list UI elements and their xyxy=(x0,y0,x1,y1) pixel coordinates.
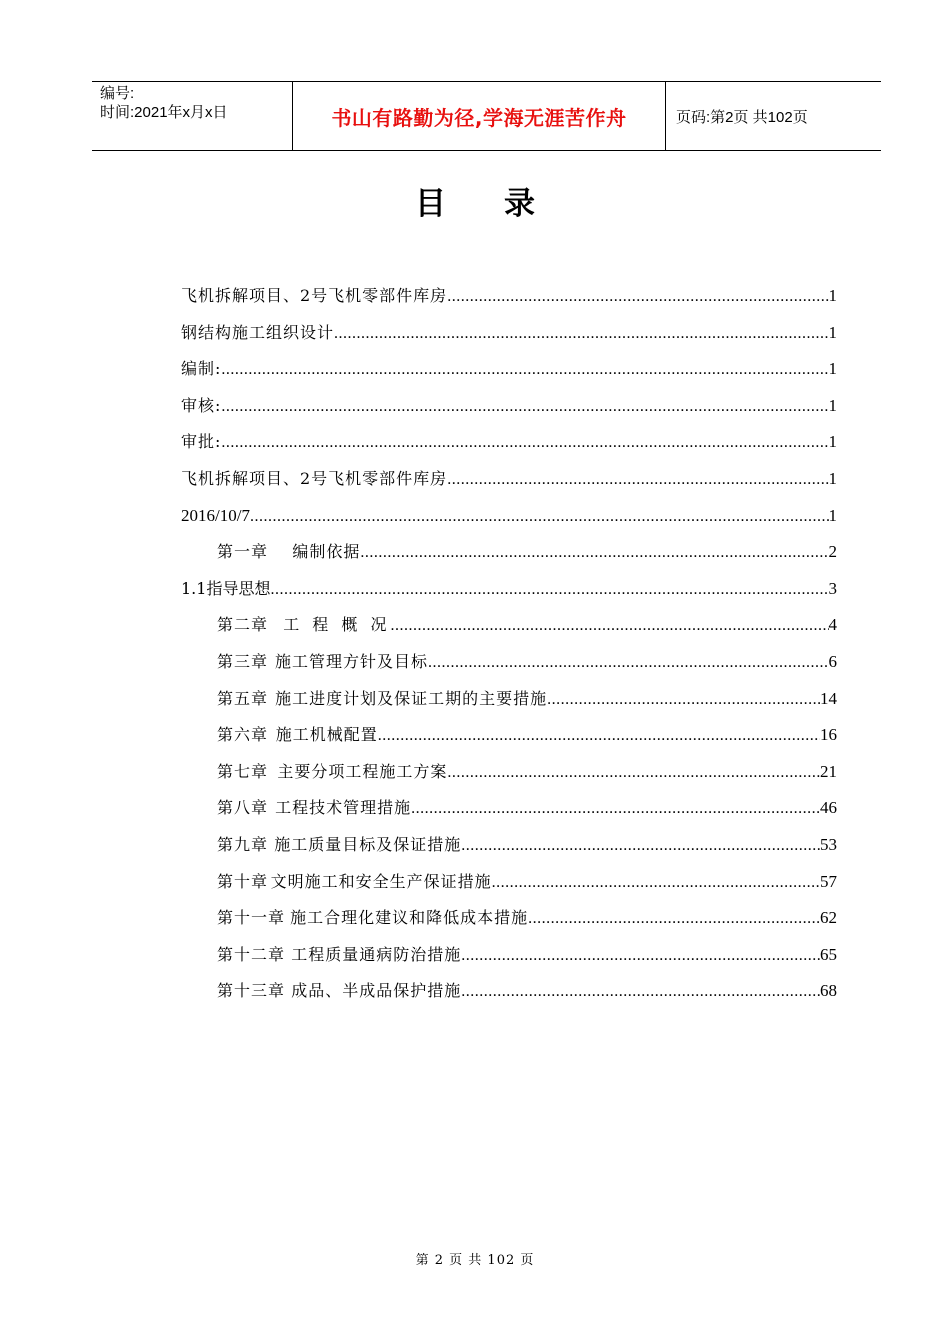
toc-entry-label: 编制: xyxy=(181,359,222,379)
toc-leader-dots xyxy=(250,503,829,531)
toc-leader-dots xyxy=(378,722,820,750)
toc-entry-page: 21 xyxy=(820,761,837,781)
toc-entry-page: 16 xyxy=(820,725,837,745)
toc-entry[interactable] xyxy=(181,465,837,494)
toc-entry-page: 1 xyxy=(828,469,837,488)
toc-entry-label: 主要分项工程施工方案 xyxy=(277,761,448,781)
toc-entry[interactable] xyxy=(217,977,837,1006)
toc-entry-chapter: 第六章 xyxy=(217,725,269,745)
toc-entry-chapter: 第五章 xyxy=(217,688,269,708)
toc-entry-page: 3 xyxy=(828,578,837,598)
toc-entry-page: 65 xyxy=(820,944,837,964)
toc-leader-dots xyxy=(492,869,820,897)
toc-entry-label: 文明施工和安全生产保证措施 xyxy=(270,871,492,891)
toc-entry-chapter: 第九章 xyxy=(217,835,269,854)
toc-entry[interactable] xyxy=(217,941,837,970)
toc-entry-page: 1 xyxy=(828,505,837,525)
toc-entry-label: 工 程 概 况 xyxy=(283,615,391,635)
toc-entry-page: 1 xyxy=(828,359,837,379)
document-time-label: 时间:2021年x月x日 xyxy=(100,104,228,121)
toc-leader-dots xyxy=(528,905,820,933)
toc-entry[interactable] xyxy=(181,428,837,457)
toc-entry-page: 57 xyxy=(820,871,837,891)
page-footer: 第 2 页 共 102 页 xyxy=(415,1253,535,1268)
toc-leader-dots xyxy=(411,795,820,823)
toc-entry-label: 飞机拆解项目、2号飞机零部件库房 xyxy=(181,469,448,488)
toc-leader-dots xyxy=(221,429,828,457)
toc-leader-dots xyxy=(447,759,820,787)
toc-entry-label: 工程质量通病防治措施 xyxy=(291,944,462,964)
toc-title-part: 录 xyxy=(504,186,535,222)
toc-leader-dots xyxy=(270,576,828,604)
toc-entry[interactable] xyxy=(181,502,837,531)
toc-entry[interactable] xyxy=(217,904,837,933)
toc-leader-dots xyxy=(447,283,828,311)
header-divider xyxy=(665,82,666,150)
toc-entry-page: 4 xyxy=(828,615,837,635)
toc-entry-chapter: 第十三章 xyxy=(217,981,286,1001)
toc-leader-dots xyxy=(547,686,820,714)
toc-entry[interactable] xyxy=(217,648,837,677)
toc-entry[interactable] xyxy=(181,392,837,421)
toc-title xyxy=(0,182,950,226)
toc-entry-label: 施工进度计划及保证工期的主要措施 xyxy=(275,688,548,708)
toc-leader-dots xyxy=(461,832,820,860)
toc-leader-dots xyxy=(461,942,820,970)
toc-entry-label: 成品、半成品保护措施 xyxy=(291,981,462,1001)
toc-entry[interactable] xyxy=(217,538,837,567)
toc-entry-chapter: 第十章 xyxy=(217,871,269,891)
toc-entry[interactable] xyxy=(181,282,837,311)
toc-entry[interactable] xyxy=(217,794,837,823)
toc-entry-page: 1 xyxy=(828,286,837,305)
toc-entry[interactable] xyxy=(217,721,837,750)
toc-entry-page: 1 xyxy=(828,322,837,342)
document-header xyxy=(92,81,881,151)
toc-entry-page: 6 xyxy=(828,652,837,671)
header-page-label: 页码:第2页 共102页 xyxy=(676,108,808,126)
toc-leader-dots xyxy=(390,612,828,640)
toc-entry-label: 施工管理方针及目标 xyxy=(274,652,428,671)
header-meta xyxy=(100,84,290,122)
toc-entry-label: 钢结构施工组织设计 xyxy=(181,322,335,342)
toc-entry-label: 工程技术管理措施 xyxy=(275,798,412,818)
toc-entry[interactable] xyxy=(217,611,837,640)
toc-leader-dots xyxy=(221,393,828,421)
toc-entry-chapter: 第二章 xyxy=(217,615,269,635)
toc-leader-dots xyxy=(221,356,828,384)
toc-entry-page: 2 xyxy=(828,542,837,562)
toc-leader-dots xyxy=(447,466,828,494)
toc-entry-page: 1 xyxy=(828,432,837,452)
toc-entry-page: 1 xyxy=(828,395,837,415)
toc-title-part: 目 xyxy=(415,186,446,222)
toc-entry-label: 审核: xyxy=(181,395,222,415)
toc-entry-label: 施工合理化建议和降低成本措施 xyxy=(290,908,529,928)
toc-entry[interactable] xyxy=(181,575,837,604)
toc-entry[interactable] xyxy=(181,355,837,384)
toc-entry-chapter: 第十一章 xyxy=(217,908,286,928)
toc-leader-dots xyxy=(428,649,829,677)
toc-entry-page: 68 xyxy=(820,981,837,1001)
toc-entry[interactable] xyxy=(217,758,837,787)
toc-entry[interactable] xyxy=(217,831,837,860)
toc-entry-page: 14 xyxy=(820,688,837,708)
toc-entry-page: 46 xyxy=(820,798,837,818)
header-motto: 书山有路勤为径,学海无涯苦作舟 xyxy=(331,105,627,130)
toc-leader-dots xyxy=(360,539,828,567)
toc-entry-chapter: 第十二章 xyxy=(217,944,286,964)
toc-entry-label: 1.1指导思想 xyxy=(181,578,271,598)
toc-entry-chapter: 第三章 xyxy=(217,652,269,671)
document-number-label: 编号: xyxy=(100,85,135,102)
toc-entry[interactable] xyxy=(181,319,837,348)
toc-entry[interactable] xyxy=(217,685,837,714)
toc-entry-chapter: 第八章 xyxy=(217,798,269,818)
toc-entry-label: 编制依据 xyxy=(292,542,361,562)
toc-entry-label: 施工机械配置 xyxy=(275,725,378,745)
toc-leader-dots xyxy=(334,320,828,348)
toc-entry-label: 审批: xyxy=(181,432,222,452)
toc-entry-page: 53 xyxy=(820,835,837,854)
toc-entry[interactable] xyxy=(217,868,837,897)
toc-leader-dots xyxy=(461,978,820,1006)
toc-entry-chapter: 第一章 xyxy=(217,542,269,562)
toc-entry-page: 62 xyxy=(820,908,837,928)
toc-entry-label: 施工质量目标及保证措施 xyxy=(274,835,462,854)
toc-entry-label: 2016/10/7 xyxy=(181,505,250,525)
toc-entry-chapter: 第七章 xyxy=(217,761,269,781)
toc-entry-label: 飞机拆解项目、2号飞机零部件库房 xyxy=(181,286,448,305)
